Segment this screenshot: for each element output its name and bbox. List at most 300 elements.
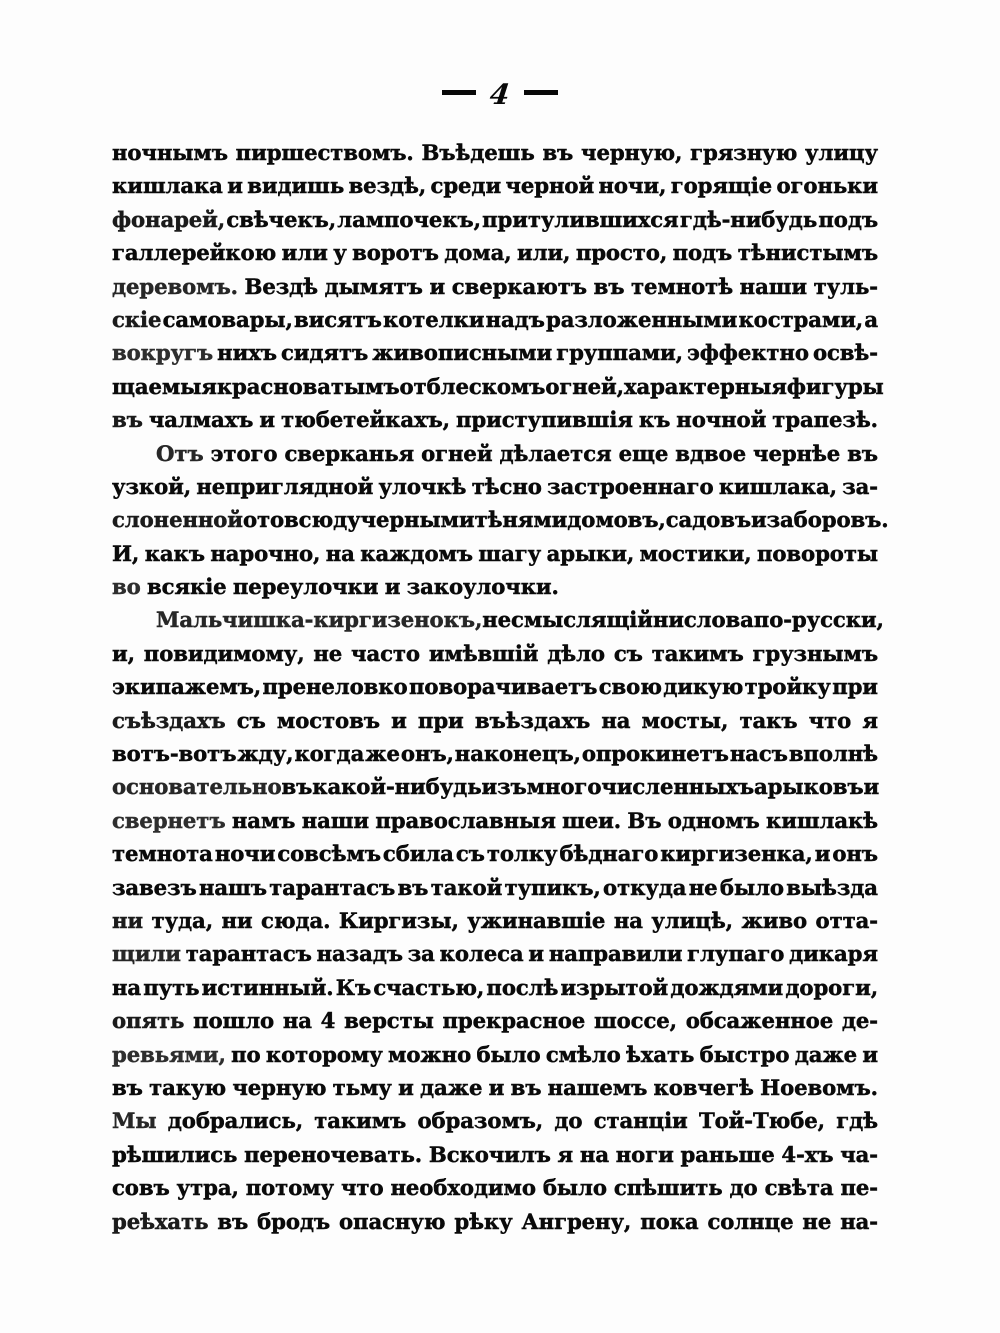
text-word: не xyxy=(802,1208,832,1234)
text-word: тарантасъ xyxy=(269,874,396,900)
text-word: Киргизы, xyxy=(338,907,459,933)
text-word: же xyxy=(365,741,400,767)
text-word: бродъ xyxy=(257,1208,331,1234)
text-word: Отъ xyxy=(156,440,204,466)
text-word: путь xyxy=(143,974,200,1000)
text-word: часто xyxy=(351,640,420,666)
text-word: тупикъ, xyxy=(504,874,601,900)
text-word: приступившія xyxy=(455,407,633,433)
text-word: Въ xyxy=(627,807,662,833)
text-word: Вскочилъ xyxy=(428,1141,551,1167)
text-word: трапезѣ. xyxy=(772,407,878,433)
text-word: нашемъ xyxy=(547,1074,648,1100)
text-word: въ xyxy=(217,1208,249,1234)
text-word: переулочки xyxy=(232,574,379,600)
text-word: и xyxy=(227,173,243,199)
text-word: дымятъ xyxy=(324,273,423,299)
text-word: совъ xyxy=(112,1175,170,1201)
text-word: лампочекъ, xyxy=(337,206,481,232)
text-word: чалмахъ xyxy=(148,407,254,433)
text-line xyxy=(112,140,878,173)
text-word: Къ xyxy=(335,974,372,1000)
text-word: ча- xyxy=(840,1141,878,1167)
text-word: глупаго xyxy=(687,941,785,967)
text-word: у xyxy=(333,240,347,266)
text-line xyxy=(112,207,878,240)
text-word: на xyxy=(601,707,631,733)
text-word: ноги xyxy=(615,1141,674,1167)
text-word: заборовъ. xyxy=(766,507,889,533)
text-word: пока xyxy=(640,1208,699,1234)
text-word: садовъ xyxy=(665,507,751,533)
text-word: выѣзда xyxy=(786,874,878,900)
text-word: которому xyxy=(265,1041,383,1067)
text-word: не xyxy=(688,874,718,900)
text-word: не xyxy=(482,607,512,633)
text-word: совсѣмъ xyxy=(277,841,381,867)
text-word: вполнѣ xyxy=(788,741,878,767)
text-word: тюбетейкахъ, xyxy=(281,407,450,433)
text-word: даже xyxy=(420,1074,483,1100)
text-word: пиршествомъ. xyxy=(235,140,414,165)
text-word: обсаженное xyxy=(685,1008,834,1034)
text-word: тѣнистымъ xyxy=(737,240,878,266)
text-word: горящіе xyxy=(670,173,773,199)
text-word: переночевать. xyxy=(244,1141,423,1167)
text-word: многочисленныхъ xyxy=(526,774,755,800)
text-word: пошло xyxy=(193,1008,275,1034)
text-word: съѣздахъ xyxy=(112,707,226,733)
text-word: ревьями, xyxy=(112,1041,226,1067)
text-word: ночной xyxy=(676,407,767,433)
text-word: шеи. xyxy=(562,807,622,833)
text-word: было xyxy=(719,874,784,900)
text-word: отблескомъ xyxy=(399,373,546,399)
text-word: надъ xyxy=(485,306,545,332)
text-word: дороги, xyxy=(785,974,878,1000)
text-word: скіе xyxy=(112,306,162,332)
text-word: на xyxy=(112,974,142,1000)
text-word: при xyxy=(417,707,464,733)
text-word: до xyxy=(729,1175,758,1201)
text-word: опрокинетъ xyxy=(581,741,729,767)
text-word: характерныя xyxy=(623,373,787,399)
text-word: воротъ xyxy=(352,240,439,266)
text-word: сюда. xyxy=(261,907,331,933)
text-word: разложенными xyxy=(546,306,738,332)
text-line xyxy=(112,975,878,1008)
page-number: 4 xyxy=(487,78,513,111)
text-word: дикаря xyxy=(789,941,878,967)
text-line xyxy=(112,407,878,440)
text-line xyxy=(112,307,878,340)
text-line xyxy=(112,908,878,941)
text-word: ѣхать xyxy=(625,1041,695,1067)
text-word: и xyxy=(750,507,767,533)
text-word: всякіе xyxy=(147,574,227,600)
text-word: изъ xyxy=(481,774,527,800)
text-line xyxy=(112,173,878,206)
text-word: въ xyxy=(847,440,878,466)
text-line xyxy=(112,674,878,707)
text-word: что xyxy=(808,707,852,733)
text-word: наши xyxy=(739,273,807,299)
text-word: вокругъ xyxy=(112,340,214,366)
text-word: мостики, xyxy=(639,540,752,566)
text-word: слова xyxy=(683,607,754,633)
text-word: шоссе, xyxy=(593,1008,677,1034)
text-word: щили xyxy=(112,941,181,967)
text-line xyxy=(112,1209,878,1242)
text-word: видишь xyxy=(247,173,345,199)
text-word: необходимо xyxy=(390,1175,536,1201)
text-word: темнота xyxy=(112,841,213,867)
text-word: висятъ xyxy=(294,306,382,332)
text-word: имѣвшій xyxy=(428,640,539,666)
text-word: среди xyxy=(430,173,502,199)
text-word: добрались, xyxy=(167,1108,304,1134)
text-word: завезъ xyxy=(112,874,197,900)
text-word: туда, xyxy=(151,907,213,933)
folio-rule-right xyxy=(524,90,558,95)
text-line xyxy=(112,373,884,407)
body-text-block xyxy=(112,140,889,1242)
text-word: въ xyxy=(593,273,625,299)
text-word: намъ xyxy=(231,807,296,833)
text-word: ни xyxy=(112,907,144,933)
text-word: и xyxy=(259,407,275,433)
text-word: а xyxy=(864,306,878,332)
text-word: гдѣ-нибудь xyxy=(679,206,818,232)
text-word: я xyxy=(862,707,878,733)
text-word: экипажемъ, xyxy=(112,674,262,700)
text-word: и xyxy=(488,1074,505,1100)
text-word: въ xyxy=(542,140,574,165)
text-word: и xyxy=(398,1074,414,1100)
text-word: вездѣ, xyxy=(348,173,427,199)
text-word: черными xyxy=(360,507,475,533)
text-word: кострами, xyxy=(738,306,864,332)
text-word: улочкѣ xyxy=(378,473,467,499)
text-word: узкой, xyxy=(112,473,192,499)
text-line xyxy=(112,507,889,540)
text-word: ни xyxy=(652,607,684,633)
text-word: Мальчишка-киргизенокъ, xyxy=(156,607,483,633)
text-word: истинный. xyxy=(201,974,334,1000)
text-line xyxy=(112,274,878,307)
text-line xyxy=(112,1108,878,1141)
text-word: опять xyxy=(112,1008,185,1034)
text-word: группами, xyxy=(556,340,683,366)
text-word: сверканья xyxy=(284,440,415,466)
text-line xyxy=(112,774,878,807)
folio-rule-left xyxy=(442,90,476,95)
text-word: шагу xyxy=(478,540,542,566)
text-word: ночнымъ xyxy=(112,140,228,165)
text-line xyxy=(112,1142,878,1175)
text-word: и xyxy=(391,707,407,733)
text-word: этого xyxy=(210,440,278,466)
text-word: дикую xyxy=(663,674,744,700)
text-word: ковчегѣ xyxy=(653,1074,754,1100)
text-line xyxy=(112,474,878,507)
text-word: застроеннаго xyxy=(547,473,714,499)
text-word: какой-нибудь xyxy=(312,774,482,800)
text-word: Вездѣ xyxy=(244,273,318,299)
text-word: пе- xyxy=(840,1175,878,1201)
text-word: гдѣ xyxy=(836,1108,878,1134)
text-word: огней, xyxy=(545,373,624,399)
text-word: пренеловко xyxy=(262,674,408,700)
text-word: живописными xyxy=(372,340,553,366)
text-word: ни xyxy=(221,907,253,933)
text-word: домовъ, xyxy=(567,507,666,533)
text-word: сбила xyxy=(382,841,454,867)
text-word: при xyxy=(832,674,878,700)
text-word: дѣлается xyxy=(499,440,612,466)
text-word: киргизенка, xyxy=(660,841,813,867)
text-word: толку xyxy=(486,841,558,867)
text-word: отовсюду xyxy=(242,507,361,533)
text-line xyxy=(112,541,878,574)
text-line xyxy=(112,841,878,874)
text-word: кишлака, xyxy=(718,473,837,499)
text-word: свѣта xyxy=(764,1175,834,1201)
text-word: такимъ xyxy=(314,1108,407,1134)
text-line xyxy=(112,574,878,607)
text-word: галлерейкою xyxy=(112,240,277,266)
text-line xyxy=(112,240,878,273)
text-word: черную, xyxy=(581,140,683,165)
text-word: повороты xyxy=(756,540,878,566)
text-word: на xyxy=(579,1141,609,1167)
text-word: огней xyxy=(421,440,493,466)
text-word: такую xyxy=(149,1074,227,1100)
text-word: красноватымъ xyxy=(216,373,400,399)
text-word: Въѣдешь xyxy=(421,140,535,165)
text-word: тьму xyxy=(332,1074,392,1100)
text-word: ночи, xyxy=(598,173,667,199)
text-word: улицѣ, xyxy=(651,907,733,933)
text-word: основательно xyxy=(112,774,282,800)
text-word: по-русски, xyxy=(753,607,884,633)
text-word: тройку xyxy=(744,674,831,700)
text-word: съ xyxy=(236,707,266,733)
text-word: кишлака xyxy=(112,173,223,199)
text-word: такъ xyxy=(739,707,798,733)
text-word: арыковъ xyxy=(754,774,864,800)
text-word: на- xyxy=(840,1208,878,1234)
text-line xyxy=(112,1175,878,1208)
text-word: вотъ-вотъ xyxy=(112,741,237,767)
text-word: И, xyxy=(112,540,140,566)
text-line xyxy=(112,808,878,841)
text-word: кишлакѣ xyxy=(766,807,878,833)
text-word: деревомъ. xyxy=(112,273,238,299)
text-word: черной xyxy=(505,173,595,199)
text-word: смыслящій xyxy=(511,607,653,633)
text-word: не xyxy=(313,640,343,666)
text-word: что xyxy=(341,1175,384,1201)
text-word: въ xyxy=(112,407,143,433)
text-word: станціи xyxy=(593,1108,688,1134)
text-word: Ноевомъ. xyxy=(760,1074,878,1100)
text-line xyxy=(112,1008,878,1041)
text-word: фигуры xyxy=(786,373,884,399)
text-word: въ xyxy=(281,774,313,800)
text-word: дома, xyxy=(444,240,512,266)
text-word: нарочно, xyxy=(210,540,321,566)
text-word: свою xyxy=(598,674,662,700)
text-word: откуда xyxy=(603,874,687,900)
text-word: вдвое xyxy=(675,440,746,466)
text-word: ночи xyxy=(214,841,276,867)
text-word: Той-Тюбе, xyxy=(698,1108,825,1134)
text-word: чернѣе xyxy=(753,440,841,466)
text-word: и xyxy=(863,774,880,800)
text-word: даже xyxy=(794,1041,858,1067)
text-word: было xyxy=(542,1175,607,1201)
text-word: подъ xyxy=(672,240,733,266)
text-word: свернетъ xyxy=(112,807,226,833)
text-line xyxy=(112,1042,878,1075)
text-word: назадъ xyxy=(316,941,403,967)
text-word: нихъ xyxy=(217,340,277,366)
text-word: дѣло xyxy=(547,640,605,666)
text-word: эффектно xyxy=(687,340,809,366)
text-word: утра, xyxy=(176,1175,239,1201)
text-word: бѣднаго xyxy=(559,841,659,867)
text-word: такой xyxy=(430,874,503,900)
text-line xyxy=(112,1075,878,1108)
text-word: и xyxy=(814,841,831,867)
text-word: ужинавшіе xyxy=(467,907,606,933)
text-word: я xyxy=(557,1141,574,1167)
text-word: раньше xyxy=(680,1141,775,1167)
text-word: образомъ, xyxy=(417,1108,544,1134)
text-word: дождями xyxy=(670,974,784,1000)
text-word: въ xyxy=(510,1074,542,1100)
text-word: на xyxy=(282,1008,312,1034)
text-word: за- xyxy=(842,473,878,499)
text-word: во xyxy=(112,574,141,600)
text-word: грязную xyxy=(690,140,798,165)
text-word: быстро xyxy=(699,1041,790,1067)
text-word: жду, xyxy=(237,741,294,767)
text-word: черную xyxy=(232,1074,327,1100)
text-word: за xyxy=(407,941,435,967)
text-line xyxy=(112,941,878,974)
text-word: и, xyxy=(112,640,135,666)
text-word: изрытой xyxy=(560,974,669,1000)
text-word: наши xyxy=(301,807,370,833)
text-word: огоньки xyxy=(776,173,878,199)
text-word: было xyxy=(476,1041,541,1067)
text-word: такимъ xyxy=(651,640,744,666)
text-word: 4-хъ xyxy=(781,1141,834,1167)
text-word: солнце xyxy=(707,1208,794,1234)
text-line xyxy=(112,641,878,674)
text-word: реѣхать xyxy=(112,1208,209,1234)
text-word: прекрасное xyxy=(442,1008,586,1034)
text-word: Ангрену, xyxy=(521,1208,632,1234)
text-word: Мы xyxy=(112,1108,157,1134)
text-word: и xyxy=(862,1041,878,1067)
text-word: рѣшились xyxy=(112,1141,238,1167)
text-word: одномъ xyxy=(667,807,760,833)
text-line xyxy=(112,875,878,908)
text-word: свѣчекъ, xyxy=(226,206,336,232)
text-word: версты xyxy=(344,1008,434,1034)
text-word: православныя xyxy=(375,807,556,833)
text-word: подъ xyxy=(818,206,878,232)
text-word: повидимому, xyxy=(143,640,305,666)
text-word: неприглядной xyxy=(196,473,374,499)
text-word: сверкаютъ xyxy=(451,273,587,299)
text-word: темнотѣ xyxy=(631,273,734,299)
text-word: до xyxy=(554,1108,583,1134)
text-word: въ xyxy=(112,1074,143,1100)
text-word: рѣку xyxy=(454,1208,513,1234)
text-word: мосты, xyxy=(641,707,729,733)
text-word: счастью, xyxy=(373,974,485,1000)
text-word: грузнымъ xyxy=(752,640,878,666)
text-word: улицу xyxy=(805,140,878,165)
text-word: закоулочки. xyxy=(406,574,559,600)
text-word: нашъ xyxy=(198,874,267,900)
text-word: туль- xyxy=(813,273,878,299)
text-word: щаемыя xyxy=(112,373,217,399)
text-word: съ xyxy=(613,640,643,666)
text-line xyxy=(112,441,878,474)
text-word: въ xyxy=(397,874,429,900)
text-word: живо xyxy=(741,907,808,933)
page-folio xyxy=(0,78,1000,111)
text-word: съ xyxy=(455,841,485,867)
text-word: тѣнями xyxy=(474,507,568,533)
text-word: слоненной xyxy=(112,507,243,533)
text-word: колеса xyxy=(439,941,524,967)
text-word: спѣшить xyxy=(613,1175,723,1201)
text-word: арыки, xyxy=(546,540,635,566)
text-word: какъ xyxy=(144,540,205,566)
text-word: послѣ xyxy=(486,974,559,1000)
text-word: смѣло xyxy=(545,1041,621,1067)
text-word: можно xyxy=(388,1041,472,1067)
text-word: въѣздахъ xyxy=(474,707,591,733)
text-word: и xyxy=(429,273,446,299)
text-word: наконецъ, xyxy=(454,741,581,767)
text-word: потому xyxy=(245,1175,335,1201)
text-word: на xyxy=(325,540,355,566)
text-word: освѣ- xyxy=(812,340,878,366)
text-word: каждомъ xyxy=(360,540,473,566)
text-word: фонарей, xyxy=(112,206,226,232)
text-word: самовары, xyxy=(162,306,293,332)
text-word: направили xyxy=(548,941,683,967)
text-word: или xyxy=(281,240,328,266)
text-word: котелки xyxy=(383,306,485,332)
text-word: де- xyxy=(841,1008,878,1034)
text-word: опасную xyxy=(339,1208,446,1234)
text-line xyxy=(112,741,878,774)
text-line xyxy=(112,607,884,640)
text-word: мостовъ xyxy=(276,707,380,733)
text-word: тарантасъ xyxy=(185,941,312,967)
text-word: онъ, xyxy=(400,741,454,767)
text-word: къ xyxy=(638,407,671,433)
text-word: еще xyxy=(618,440,669,466)
